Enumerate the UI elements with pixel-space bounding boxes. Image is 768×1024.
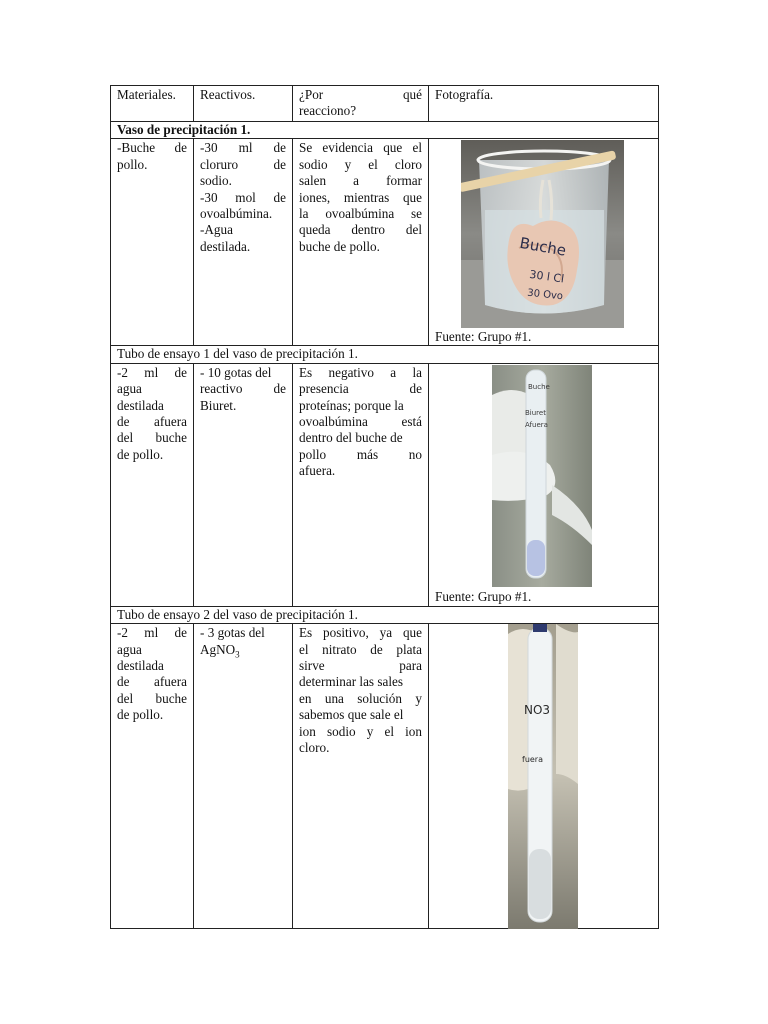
text-line: la ovoalbúmina se [299, 206, 422, 222]
text-line: -30 ml de [200, 140, 286, 156]
text-line: Se evidencia que el [299, 140, 422, 156]
reactivos-cell [194, 363, 293, 606]
test-tube-2-photo [508, 624, 578, 929]
photo-handwriting: fuera [522, 755, 543, 765]
text-line: salen a formar [299, 173, 422, 189]
section-title: Vaso de precipitación 1. [111, 122, 659, 139]
section-title-row [111, 346, 659, 363]
text-line: - 3 gotas del [200, 625, 265, 641]
section-title-row [111, 606, 659, 623]
photo-handwriting: Buche [528, 382, 550, 391]
header-materiales: Materiales. [111, 86, 194, 122]
header-por-que-part1: ¿Por [299, 87, 324, 102]
photo-caption: Fuente: Grupo #1. [435, 329, 532, 344]
text-line: sodio. [200, 173, 232, 189]
text-line: Biuret. [200, 397, 237, 413]
photo-handwriting: 30 Ovo [526, 288, 564, 303]
text-line: sodio y el cloro [299, 156, 422, 172]
text-line: - 10 gotas del [200, 364, 272, 380]
header-fotografia: Fotografía. [429, 86, 659, 122]
explicacion-cell [293, 363, 429, 606]
section-body-row [111, 139, 659, 346]
explicacion-cell [293, 624, 429, 929]
text-line: -2 ml de [117, 364, 187, 380]
text-line: del buche [117, 430, 187, 446]
text-line: buche de pollo. [299, 238, 380, 254]
chem-subscript: 3 [235, 649, 240, 660]
text-line: reactivo de [200, 381, 286, 397]
header-reactivos: Reactivos. [194, 86, 293, 122]
text-line: en una solución y [299, 690, 422, 706]
photo-handwriting: Buche [518, 234, 568, 261]
beaker-photo [461, 140, 624, 328]
text-line: -Buche de [117, 140, 187, 156]
text-line: sirve para [299, 658, 422, 674]
materiales-cell [111, 363, 194, 606]
photo-cell [429, 624, 659, 929]
text-line: cloro. [299, 740, 330, 756]
text-line: pollo. [117, 156, 148, 172]
reactivos-cell [194, 139, 293, 346]
section-title: Tubo de ensayo 2 del vaso de precipitación 1. [111, 606, 659, 623]
photo-handwriting: Afuera [525, 420, 548, 429]
text-line: de pollo. [117, 707, 164, 723]
text-line: dentro del buche de [299, 430, 403, 446]
test-tube-1-photo [492, 365, 592, 587]
photo-cell [429, 139, 659, 346]
section-title-row [111, 122, 659, 139]
header-por-que-part2: qué [402, 87, 422, 102]
photo-cell [429, 363, 659, 606]
text-line: agua [117, 641, 142, 657]
text-line: ovoalbúmina. [200, 206, 273, 222]
text-line: agua [117, 381, 142, 397]
table-header-row [111, 86, 659, 122]
text-line: ion sodio y el ion [299, 723, 422, 739]
photo-handwriting: 30 l Cl [528, 268, 565, 286]
photo-handwriting: Biuret [525, 408, 546, 417]
text-line: presencia de [299, 381, 422, 397]
photo-handwriting: NO3 [524, 703, 551, 718]
text-line: pollo más no [299, 446, 422, 462]
materiales-cell [111, 139, 194, 346]
text-line: de afuera [117, 674, 187, 690]
text-line: del buche [117, 690, 187, 706]
text-line: -30 mol de [200, 189, 286, 205]
text-line: ovoalbúmina está [299, 414, 422, 430]
text-line: cloruro de [200, 156, 286, 172]
explicacion-cell [293, 139, 429, 346]
text-line: -Agua [200, 222, 233, 238]
photo-caption: Fuente: Grupo #1. [435, 589, 532, 605]
text-line: afuera. [299, 463, 336, 479]
section-title: Tubo de ensayo 1 del vaso de precipitación 1. [111, 346, 659, 363]
text-line: de afuera [117, 414, 187, 430]
text-line: Es positivo, ya que [299, 625, 422, 641]
text-line: -2 ml de [117, 625, 187, 641]
text-line: destilada [117, 397, 164, 413]
text-line: sabemos que sale el [299, 707, 404, 723]
reactivos-cell [194, 624, 293, 929]
text-line: iones, mientras que [299, 189, 422, 205]
text-line: destilada [117, 658, 164, 674]
text-line: el nitrato de plata [299, 641, 422, 657]
text-line [200, 642, 286, 663]
header-por-que [293, 86, 429, 122]
text-line: de pollo. [117, 446, 164, 462]
section-body-row [111, 363, 659, 606]
text-line: destilada. [200, 238, 251, 254]
text-line: Es negativo a la [299, 364, 422, 380]
text-line: determinar las sales [299, 674, 403, 690]
materiales-cell [111, 624, 194, 929]
text-line: proteínas; porque la [299, 397, 404, 413]
section-body-row [111, 624, 659, 929]
results-table [110, 85, 659, 929]
chem-formula: AgNO [200, 641, 236, 657]
header-por-que-part3: reacciono? [299, 103, 357, 119]
text-line: queda dentro del [299, 222, 422, 238]
